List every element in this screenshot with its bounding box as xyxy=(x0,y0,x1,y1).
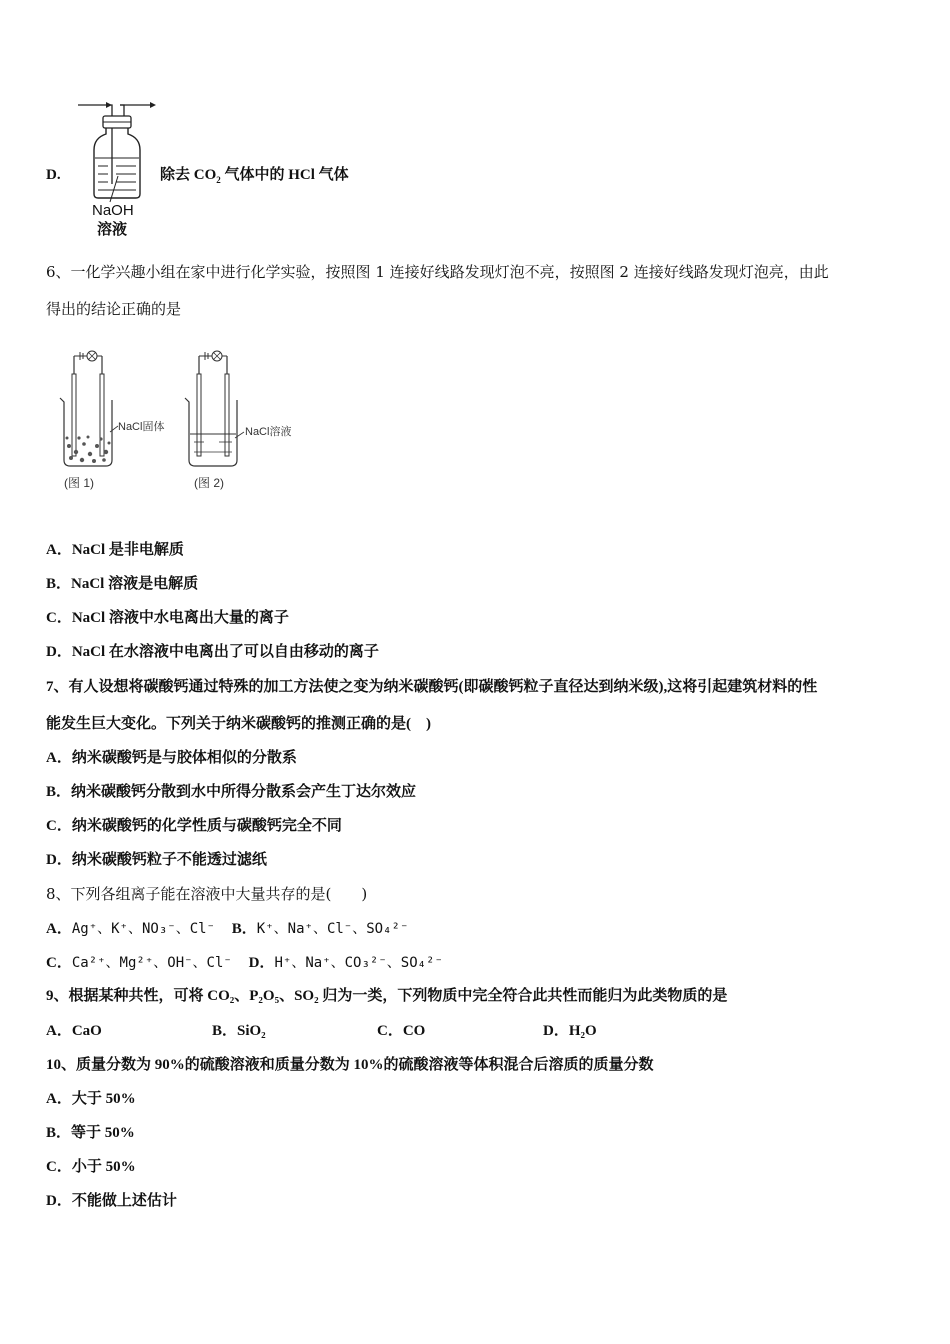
q8-option-b-label: B． xyxy=(231,921,257,937)
q9-option-a: A．CaO xyxy=(46,1023,102,1039)
fig1-caption: (图 1) xyxy=(64,476,95,490)
q8-option-d: H⁺、Na⁺、CO₃²⁻、SO₄²⁻ xyxy=(274,955,443,971)
fig2-label: NaCl溶液 xyxy=(245,426,292,438)
q9-option-b: B．SiO₂ xyxy=(212,1023,266,1039)
q7-option-c: C．纳米碳酸钙的化学性质与碳酸钙完全不同 xyxy=(46,818,342,834)
q9-option-d: D．H₂O xyxy=(543,1023,597,1039)
q10-option-c: C．小于 50% xyxy=(46,1159,136,1175)
q6-option-a: A．NaCl 是非电解质 xyxy=(46,542,184,558)
q6-stem-line2: 得出的结论正确的是 xyxy=(46,300,182,318)
q7-option-a: A．纳米碳酸钙是与胶体相似的分散系 xyxy=(46,750,297,766)
q7-stem-line1: 7、有人设想将碳酸钙通过特殊的加工方法使之变为纳米碳酸钙(即碳酸钙粒子直径达到纳米级),这将引起建筑材料的性 xyxy=(46,679,818,695)
q5-option-d-pre: 除去 CO xyxy=(160,167,217,183)
q9-stem: 9、根据某种共性，可将 CO₂、P₂O₅、SO₂ 归为一类，下列物质中完全符合此共性而能归为此类物质的是 xyxy=(46,988,728,1004)
q8-option-d-label: D． xyxy=(248,955,275,971)
q10-option-b: B．等于 50% xyxy=(46,1125,135,1141)
q7-stem-line2: 能发生巨大变化。下列关于纳米碳酸钙的推测正确的是( ) xyxy=(46,716,431,732)
naoh-caption: NaOH xyxy=(92,202,134,219)
q5-option-d-post: 气体中的 HCl 气体 xyxy=(220,167,349,183)
q8-option-c: Ca²⁺、Mg²⁺、OH⁻、Cl⁻ xyxy=(71,955,232,971)
q8-options-cd xyxy=(46,952,443,973)
q5-option-d-label: D. xyxy=(46,167,61,183)
figure2-circuit xyxy=(185,351,291,490)
fig1-label: NaCl固体 xyxy=(118,421,165,433)
q8-option-a-label: A． xyxy=(46,921,72,937)
q8-options-ab xyxy=(46,918,408,939)
q6-option-b: B．NaCl 溶液是电解质 xyxy=(46,576,199,592)
q5-option-d-sub: 2 xyxy=(216,175,221,185)
q8-option-b: K⁺、Na⁺、Cl⁻、SO₄²⁻ xyxy=(256,921,409,937)
conductivity-figure xyxy=(54,342,314,497)
q8-option-c-label: C． xyxy=(46,955,72,971)
q8-option-a: Ag⁺、K⁺、NO₃⁻、Cl⁻ xyxy=(71,921,215,937)
q10-option-d: D．不能做上述估计 xyxy=(46,1193,177,1209)
q6-stem-line1: 6、一化学兴趣小组在家中进行化学实验，按照图 1 连接好线路发现灯泡不亮，按照图 2 连接好线路发现灯泡亮，由此 xyxy=(46,263,829,281)
q10-stem: 10、质量分数为 90%的硫酸溶液和质量分数为 10%的硫酸溶液等体积混合后溶质的质量分数 xyxy=(46,1057,654,1073)
q8-stem: 8、下列各组离子能在溶液中大量共存的是( ) xyxy=(46,885,368,903)
solution-caption: 溶液 xyxy=(97,220,128,238)
q7-option-b: B．纳米碳酸钙分散到水中所得分散系会产生丁达尔效应 xyxy=(46,784,417,800)
q5-option-d-text xyxy=(160,165,349,185)
q7-option-d: D．纳米碳酸钙粒子不能透过滤纸 xyxy=(46,852,267,868)
figure1-circuit xyxy=(60,351,164,490)
q6-option-c: C．NaCl 溶液中水电离出大量的离子 xyxy=(46,610,289,626)
fig2-caption: (图 2) xyxy=(194,476,225,490)
q10-option-a: A．大于 50% xyxy=(46,1091,136,1107)
q9-option-c: C．CO xyxy=(377,1023,426,1039)
q6-option-d: D．NaCl 在水溶液中电离出了可以自由移动的离子 xyxy=(46,644,379,660)
